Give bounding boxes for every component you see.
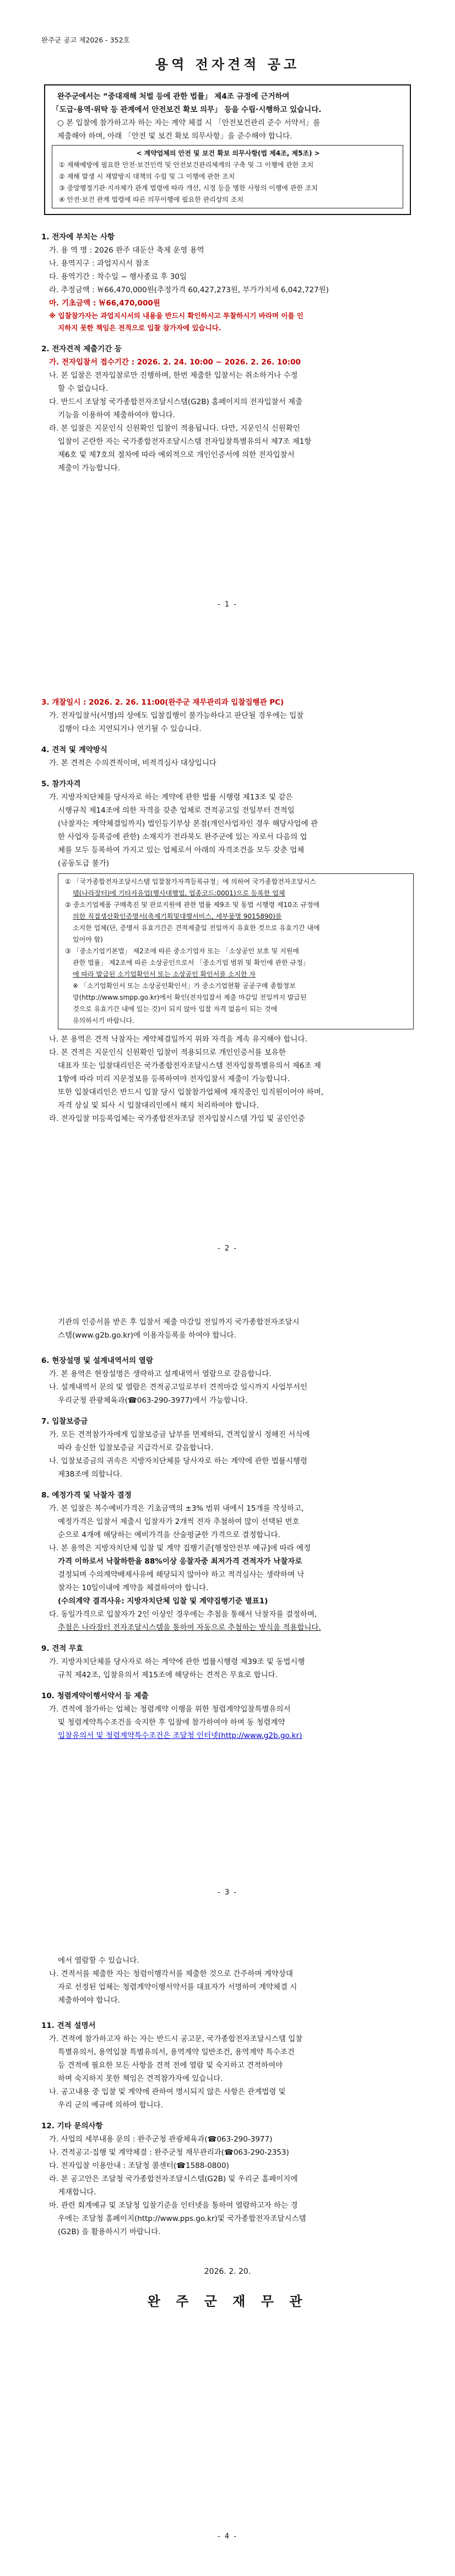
qualification-line: 유의하시기 바랍니다. — [73, 1017, 134, 1025]
qualification-line: 것으로 유효기간 내에 있는 것)이 되지 않아 입찰 자격 없음이 되는 것에 — [73, 1005, 278, 1013]
section-11-line: 가. 견적에 참가하고자 하는 자는 반드시 공고문, 국가종합전자조달시스템 입찰 — [49, 2035, 303, 2044]
safety-notice-box — [44, 84, 411, 215]
qualification-line: ③ 「중소기업기본법」 제2조에 따른 중소기업자 또는 「소상공인 보호 및 지원에 — [65, 947, 299, 956]
section-5-line: 대표자 또는 입찰대리인은 국가종합전자조달시스템 전자입찰특별유의서 제6조 제 — [58, 1061, 321, 1071]
carry-line: 제출하여야 합니다. — [58, 1996, 120, 2005]
duty-item: ③ 중앙행정기관·지자체가 관계 법령에 따라 개선, 시정 등을 명한 사항의 이행에 관한 조치 — [59, 184, 318, 192]
section-8-line: 결정되며 수의계약배제사유에 해당되지 않아야 하고 적격심사는 생략하며 낙 — [58, 1570, 305, 1580]
duty-heading: < 계약업체의 안전 및 보건 확보 의무사항(법 제4조, 제5조) > — [136, 149, 320, 158]
section-8-line: 찰자는 10일이내에 계약을 체결하여야 합니다. — [58, 1584, 209, 1593]
section-7-line: 제38조에 의합니다. — [58, 1470, 123, 1479]
section-3-heading — [41, 696, 414, 709]
section-5-line: 가. 지방자치단체를 당사자로 하는 계약에 관한 법률 시행령 제13조 및 같은 — [49, 793, 293, 802]
intro-line-1: 완주군에서는 “중대재해 처벌 등에 관한 법률」 제4조 규정에 근거하여 — [57, 92, 290, 101]
section-8-heading: 8. 예정가격 및 낙찰자 결정 — [41, 1491, 132, 1500]
contact-line: 다. 전자입찰 이용안내 : 조달청 콜센터(☎1588-0800) — [49, 2161, 229, 2171]
intro-line-4: 제출해야 하며, 아래 「안전 및 보건 확보 의무사항」을 준수해야 합니다. — [57, 132, 292, 141]
section-7-heading: 7. 입찰보증금 — [41, 1417, 88, 1426]
section-11-line: 하며 숙지하지 못한 책임은 견적참가자에 있습니다. — [58, 2074, 223, 2084]
section-2-line: 기능을 이용하여 제출하여야 합니다. — [58, 410, 175, 420]
qualification-line: ① 「국가종합전자조달시스템 입찰참가자격등록규정」에 의하여 국가종합전자조달시스 — [65, 878, 316, 886]
section-11-line: 특별유의서, 용역입찰 특별유의서, 용역계약 일반조건, 용역계약 특수조건 — [58, 2048, 295, 2057]
section-9-line: 가. 지방자치단체를 당사자로 하는 계약에 관한 법률시행령 제39조 및 동법시행 — [49, 1657, 305, 1667]
contact-line: 나. 견적공고·집행 및 계약체결 : 완주군청 재무관리과(☎063-290-2353) — [49, 2148, 289, 2158]
section-6-line: 나. 설계내역서 문의 및 열람은 견적공고일로부터 견적마감 일시까지 사업부서인 — [49, 1383, 307, 1392]
section-11-heading: 11. 견적 설명서 — [41, 2021, 96, 2031]
section-5-line: 1항에 따라 미리 지문정보를 등록하여야 전자입찰서 제출이 가능합니다. — [58, 1075, 290, 1084]
section-7-line: 따라 송신한 입찰보증금 지급각서로 갈음합니다. — [58, 1443, 214, 1453]
g2b-link[interactable]: 입찰유의서 및 청렴계약특수조건은 조달청 인터넷(http://www.g2b.go.kr) — [58, 1731, 302, 1741]
section-5-line: (공동도급 불가) — [58, 859, 110, 868]
carry-line: 에서 열람할 수 있습니다. — [58, 1956, 139, 1965]
warning-line-2: 지하지 못한 책임은 전적으로 입찰 참가자에 있습니다. — [58, 324, 221, 332]
section-9-line: 규칙 제42조, 입찰유의서 제15조에 해당하는 견적은 무효로 합니다. — [58, 1671, 278, 1680]
section-1-line: 가. 용 역 명 : 2026 완주 대둔산 축제 운영 용역 — [49, 246, 204, 255]
duty-box — [52, 145, 403, 208]
duty-item: ① 재해예방에 필요한 안전·보건인력 및 안전보건관리체계의 구축 및 그 이행에 관한 조치 — [59, 161, 314, 169]
contact-line: 가. 사업의 세부내용 문의 : 완주군청 관광체육과(☎063-290-3977) — [49, 2135, 273, 2144]
qualification-line: 템(나라장터)에 기타자유업(행사대행업, 업종코드:0001)으로 등록한 업체 — [73, 889, 285, 898]
section-2-line: 할 수 없습니다. — [58, 384, 109, 393]
section-5-line: 자격 상실 및 퇴사 시 입찰대리인에서 해지 처리하여야 합니다. — [58, 1101, 259, 1110]
carry-line: 스템(www.g2b.go.kr)에 이용자등록을 하여야 합니다. — [58, 1331, 236, 1340]
section-8-line: 예정가격은 입찰서 제출시 입찰자가 2개씩 전자 추첨하여 많이 선택된 번호 — [58, 1517, 300, 1527]
section-12-heading: 12. 기타 문의사항 — [41, 2122, 103, 2131]
section-1-line: 다. 용역기간 : 착수일 ~ 행사종료 후 30일 — [49, 272, 187, 282]
section-2-heading: 2. 전자견적 제출기간 등 — [41, 344, 122, 353]
section-11-line: 등 견적에 필요한 모든 사항을 견적 전에 열람 및 숙지하고 견적하여야 — [58, 2061, 283, 2070]
section-2-line: 라. 본 입찰은 지문인식 신원확인 입찰이 적용됩니다. 다만, 지문인식 신원확인 — [49, 423, 300, 433]
section-9-heading: 9. 견적 무효 — [41, 1644, 84, 1654]
section-1-line: 나. 용역지구 : 과업지시서 참조 — [49, 259, 150, 269]
section-3-line: 가. 전자입찰서(서명)의 상에도 입찰집행이 불가능하다고 판단될 경우에는 입찰 — [49, 711, 304, 721]
document-title: 용역 전자견적 공고 — [155, 57, 300, 73]
section-8-line: 추첨은 나라장터 전자조달시스템을 통하여 자동으로 추첨하는 방식을 적용합니다. — [58, 1623, 321, 1633]
section-6-line: 가. 본 용역은 현장설명은 생략하고 설계내역서 열람으로 갈음합니다. — [49, 1370, 272, 1379]
page-1 — [0, 0, 455, 644]
section-8-line: 가격 이하로서 낙찰하한율 88%이상 응찰자중 최저가격 견적자가 낙찰자로 — [58, 1557, 302, 1566]
intro-line-3: ○ 본 입찰에 참가하고자 하는 자는 계약 체결 시 「안전보건관리 준수 서약서」를 — [57, 119, 321, 127]
section-10-line: 가. 견적에 참가하는 업체는 청렴계약 이행을 위한 청렴계약입찰특별유의서 — [49, 1705, 291, 1714]
warning-line-1: ※ 입찰참가자는 과업지시서의 내용을 반드시 확인하시고 투찰하시기 바라며 이를 인 — [49, 312, 304, 320]
opening-datetime: 3. 개찰일시 : 2026. 2. 26. 11:00(완주군 재무관리과 입찰집행관 PC) — [41, 698, 284, 707]
section-1-heading: 1. 전자에 부치는 사항 — [41, 233, 115, 242]
qualification-line: 망(http://www.smpp.go.kr)에서 확인(전자입찰서 제출 마감일 전일까지 발급된 — [73, 994, 307, 1002]
section-6-line: 우리군청 관광체육과(☎063-290-3977)에서 가능합니다. — [58, 1396, 248, 1405]
section-6-heading: 6. 현장설명 및 설계내역서의 열람 — [41, 1356, 153, 1366]
section-11-line: 우리 군의 예규에 의하여 합니다. — [58, 2101, 163, 2110]
section-7-line: 나. 입찰보증금의 귀속은 지방자치단체를 당사자로 하는 계약에 관한 법률시행령 — [49, 1457, 307, 1466]
section-5-line: 체를 모두 등록하여 가지고 있는 업체로서 아래의 자격조건을 모두 갖춘 업체 — [58, 846, 305, 855]
contact-line: 마. 관련 회계예규 및 조달청 입찰기준을 인터넷을 통하여 열람하고자 하는 경 — [49, 2201, 298, 2210]
page-number: - 3 - — [218, 1888, 237, 1897]
contact-line: 라. 본 공고안은 조달청 국가종합전자조달시스템(G2B) 및 우리군 홈페이지에 — [49, 2175, 298, 2184]
section-4-line: 가. 본 견적은 수의견적이며, 비적격심사 대상입니다 — [49, 759, 216, 768]
section-8-line: 다. 동일가격으로 입찰자가 2인 이상인 경우에는 추첨을 통해서 낙찰자를 결정하며, — [49, 1610, 317, 1619]
qualification-line: 에 따라 발급된 소기업확인서 또는 소상공인 확인서를 소지한 자 — [73, 970, 256, 979]
submission-period: 가. 전자입찰서 접수기간 : 2026. 2. 24. 10:00 ~ 2026. 2. 26. 10:00 — [49, 357, 301, 367]
section-5-line: 나. 본 용역은 견적 낙찰자는 계약체결일까지 위와 자격을 계속 유지해야 합니다. — [49, 1035, 307, 1044]
section-5-line: 다. 본 견적은 지문인식 신원확인 입찰이 적용되므로 개인인증서를 보유한 — [49, 1048, 286, 1058]
notice-date: 2026. 2. 20. — [204, 2267, 251, 2277]
contact-line: 게재합니다. — [58, 2188, 96, 2197]
qualification-line: ② 중소기업제품 구매촉진 및 판로지원에 관한 법률 제9조 및 동법 시행령 제10조 규정에 — [65, 901, 319, 909]
section-10-line: 및 청렴계약특수조건을 숙지한 후 입찰에 참가하여야 하며 동 청렴계약 — [58, 1718, 285, 1727]
qualification-line: 있어야 함) — [73, 936, 103, 944]
notice-number: 완주군 공고 제2026 - 352호 — [41, 36, 130, 44]
base-amount: 마. 기초금액 : ￦66,470,000원 — [49, 299, 160, 308]
section-2-line: 제6호 및 제7호의 절차에 따라 예외적으로 개인인증서에 의한 전자입찰서 — [58, 450, 295, 459]
section-10-heading: 10. 청렴계약이행서약서 등 제출 — [41, 1692, 149, 1701]
section-2-line: 다. 반드시 조달청 국가종합전자조달시스템(G2B) 홈페이지의 전자입찰서 제출 — [49, 397, 303, 406]
page-number: - 2 - — [218, 1244, 237, 1253]
carry-line: 나. 견적서를 제출한 자는 청렴이행각서를 제출한 것으로 간주하며 계약상대 — [49, 1969, 293, 1979]
qualification-box — [58, 873, 414, 1029]
section-2-line: 제출이 가능합니다. — [58, 463, 120, 473]
section-5-line: 시행규칙 제14조에 의한 자격을 갖춘 업체로 견적공고일 전일부터 견적일 — [58, 806, 295, 815]
page-number: - 4 - — [218, 2532, 237, 2541]
issuing-official: 완 주 군 재 무 관 — [147, 2294, 308, 2310]
duty-item: ② 재해 발생 시 재발방지 대책의 수립 및 그 이행에 관한 조치 — [59, 173, 235, 181]
section-7-line: 가. 모든 견적참가자에게 입찰보증금 납부를 면제하되, 견적입찰시 정해진 서식에 — [49, 1430, 310, 1440]
section-1-line: 라. 추정금액 : ￦66,470,000원(추정가격 60,427,273원, 부가가치세 6,042,727원) — [49, 286, 329, 295]
section-8-line: 나. 본 용역은 지방자치단체 입찰 및 계약 집행기준[행정안전부 예규]에 따라 예정 — [49, 1544, 311, 1553]
carry-line: 기관의 인증서를 받은 후 입찰서 제출 마감일 전일까지 국가종합전자조달시 — [58, 1318, 300, 1327]
page-4 — [0, 1932, 455, 2576]
section-3-line: 집행이 다소 지연되거나 연기될 수 있습니다. — [58, 724, 202, 734]
intro-line-2: 「도급·용역·위탁 등 관계에서 안전보건 확보 의무」 등을 수립·시행하고 있습니다. — [52, 105, 322, 114]
section-5-line: 한 사업자 등록증에 관한) 소재지가 전라북도 완주군에 있는 자로서 다음의 업 — [58, 833, 307, 842]
section-5-line: (낙찰자는 계약체결일까지) 법인등기부상 본점(개인사업자인 경우 해당사업에 관 — [58, 819, 318, 829]
section-8-line: 가. 본 입찰은 복수예비가격은 기초금액의 ±3% 범위 내에서 15개를 작성하고, — [49, 1504, 304, 1514]
page-3 — [0, 1288, 455, 1932]
section-8-line: (수의계약 결격사유: 지방자치단체 입찰 및 계약집행기준 별표1) — [58, 1597, 268, 1606]
section-2-line: 나. 본 입찰은 전자입찰로만 진행하며, 한번 제출한 입찰서는 취소하거나 수정 — [49, 371, 298, 380]
section-5-line: 라. 전자입찰 미등록업체는 국가종합전자조달 전자입찰시스템 가입 및 공인인증 — [49, 1114, 305, 1124]
contact-line: 우에는 조달청 홈페이지(http://www.pps.go.kr)및 국가종합전자조달시스템 — [58, 2214, 306, 2224]
section-5-heading: 5. 참가자격 — [41, 780, 81, 789]
page-2 — [0, 644, 455, 1288]
section-2-line: 입찰이 곤란한 자는 국가종합전자조달시스템 전자입찰특별유의서 제7조 제1항 — [58, 437, 312, 446]
section-8-line: 순으로 4개에 해당하는 예비가격을 산술평균한 가격으로 결정합니다. — [58, 1531, 280, 1540]
duty-item: ④ 안전·보건 관계 법령에 따른 의무이행에 필요한 관리상의 조치 — [59, 196, 243, 204]
section-11-line: 나. 공고내용 중 입찰 및 계약에 관하여 명시되지 않은 사항은 관계법령 및 — [49, 2087, 286, 2097]
qualification-line: 의한 직접생산확인증명서(축제기획및대행서비스, 세부품명 9015890)를 — [73, 913, 282, 921]
page-number: - 1 - — [218, 600, 237, 609]
carry-line: 자로 선정된 업체는 청렴계약이행서약서를 대표자가 서명하여 계약체결 시 — [58, 1983, 297, 1992]
qualification-line: ※ 「소기업확인서 또는 소상공인확인서」가 중소기업현황 공공구매 종합정보 — [73, 982, 296, 990]
contact-line: (G2B) 을 활용하시기 바랍니다. — [58, 2228, 161, 2237]
section-5-line: 또한 입찰대리인은 반드시 입찰 당시 입찰참가업체에 재직중인 임직원이어야 하며, — [58, 1088, 324, 1097]
qualification-line: 관한 법률」 제2조에 따른 소상공인으로서 「중소기업 범위 및 확인에 관한 규정」 — [73, 959, 310, 967]
qualification-line: 소지한 업체(단, 증명서 유효기간은 견적제출일 전일까지 유효한 것으로 유효기간 내에 — [73, 924, 320, 932]
section-4-heading: 4. 견적 및 계약방식 — [41, 745, 107, 755]
